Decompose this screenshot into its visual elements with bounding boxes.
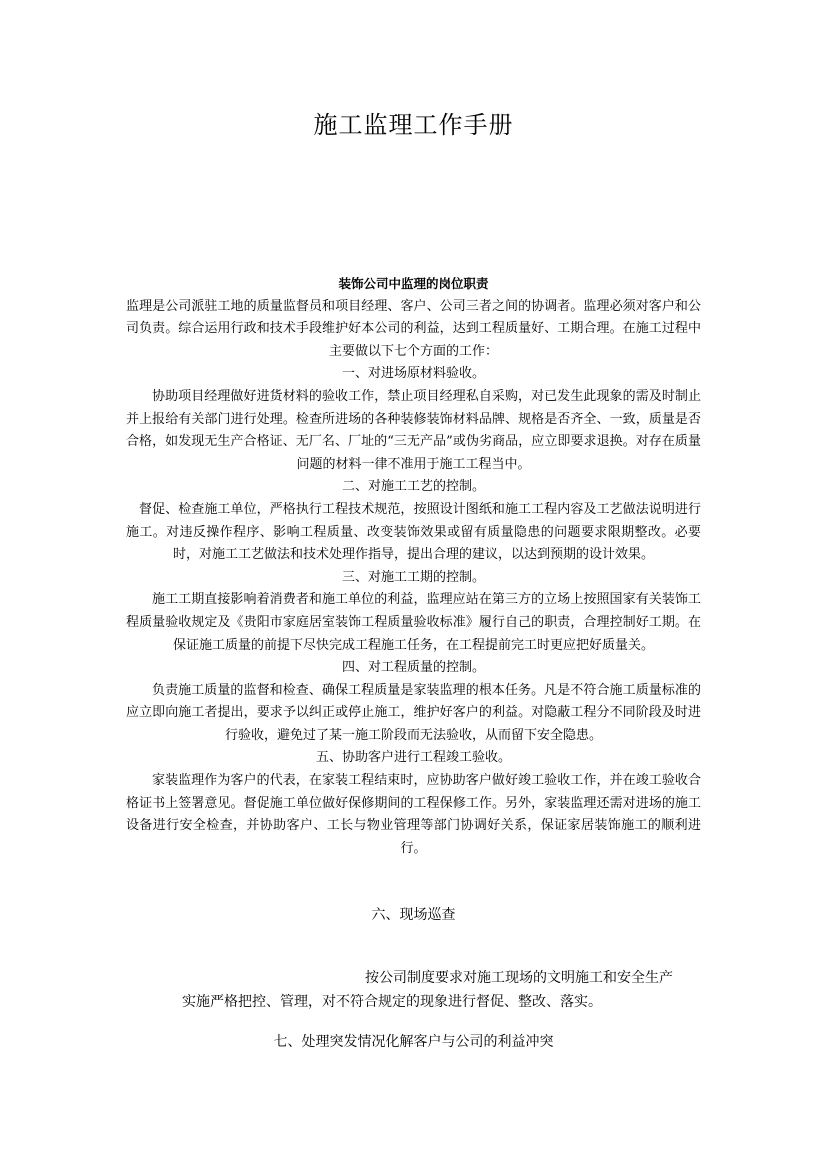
- section-6-heading: 六、现场巡查: [371, 907, 456, 923]
- document-body: [126, 273, 701, 860]
- section-5-heading: 五、协助客户进行工程竣工验收。: [315, 750, 511, 766]
- main-heading: 装饰公司中监理的岗位职责: [338, 276, 489, 291]
- document-title: 施工监理工作手册: [313, 111, 514, 139]
- section-6-text: [180, 966, 701, 1014]
- section-1-text: 协助项目经理做好进货材料的验收工作，禁止项目经理私自采购，对已发生此现象的需及时制止并上报给有关部门进行处理。检查所进场的各种装修装饰材料品牌、规格是否齐全、一致，质量是否合格，如发现无生产合格证、无厂名、厂址的“三无产品”或伪劣商品，应立即要求退换。对存在质量问题的材料一律不准用于施工工程当中。: [126, 388, 701, 472]
- section-4-heading: 四、对工程质量的控制。: [341, 660, 485, 676]
- section-6-line-1: 按公司制度要求对施工现场的文明施工和安全生产: [365, 970, 673, 986]
- section-3-text: 施工工期直接影响着消费者和施工单位的利益，监理应站在第三方的立场上按照国家有关装饰工程质量验收规定及《贵阳市家庭居室装饰工程质量验收标准》履行自己的职责，合理控制好工期。在保证施工质量的前提下尽快完成工程施工任务，在工程提前完工时更应把好质量关。: [126, 592, 701, 653]
- intro-paragraph: 监理是公司派驻工地的质量监督员和项目经理、客户、公司三者之间的协调者。监理必须对客户和公司负责。综合运用行政和技术手段维护好本公司的利益，达到工程质量好、工期合理。在施工过程中主要做以下七个方面的工作：: [126, 298, 701, 359]
- section-2-text: 督促、检查施工单位，严格执行工程技术规范，按照设计图纸和施工工程内容及工艺做法说明进行施工。对违反操作程序、影响工程质量、改变装饰效果或留有质量隐患的问题要求限期整改。必要时，对施工工艺做法和技术处理作指导，提出合理的建议，以达到预期的设计效果。: [126, 501, 701, 563]
- section-7-heading: 七、处理突发情况化解客户与公司的利益冲突: [273, 1034, 554, 1050]
- section-5-text: 家装监理作为客户的代表，在家装工程结束时，应协助客户做好竣工验收工作，并在竣工验收合格证书上签署意见。督促施工单位做好保修期间的工程保修工作。另外，家装监理还需对进场的施工设备进行安全检查，并协助客户、工长与物业管理等部门协调好关系，保证家居装饰施工的顺利进行。: [126, 773, 701, 856]
- section-3-heading: 三、对施工工期的控制。: [341, 569, 485, 585]
- section-6-line-2: 实施严格把控、管理，对不符合规定的现象进行督促、整改、落实。: [182, 994, 602, 1010]
- section-4-text: 负责施工质量的监督和检查、确保工程质量是家装监理的根本任务。凡是不符合施工质量标准的应立即向施工者提出，要求予以纠正或停止施工，维护好客户的利益。对隐蔽工程分不同阶段及时进行验收，避免过了某一施工阶段而无法验收，从而留下安全隐患。: [126, 682, 701, 743]
- section-1-heading: 一、对进场原材料验收。: [341, 366, 485, 382]
- section-2-heading: 二、对施工工艺的控制。: [341, 479, 485, 495]
